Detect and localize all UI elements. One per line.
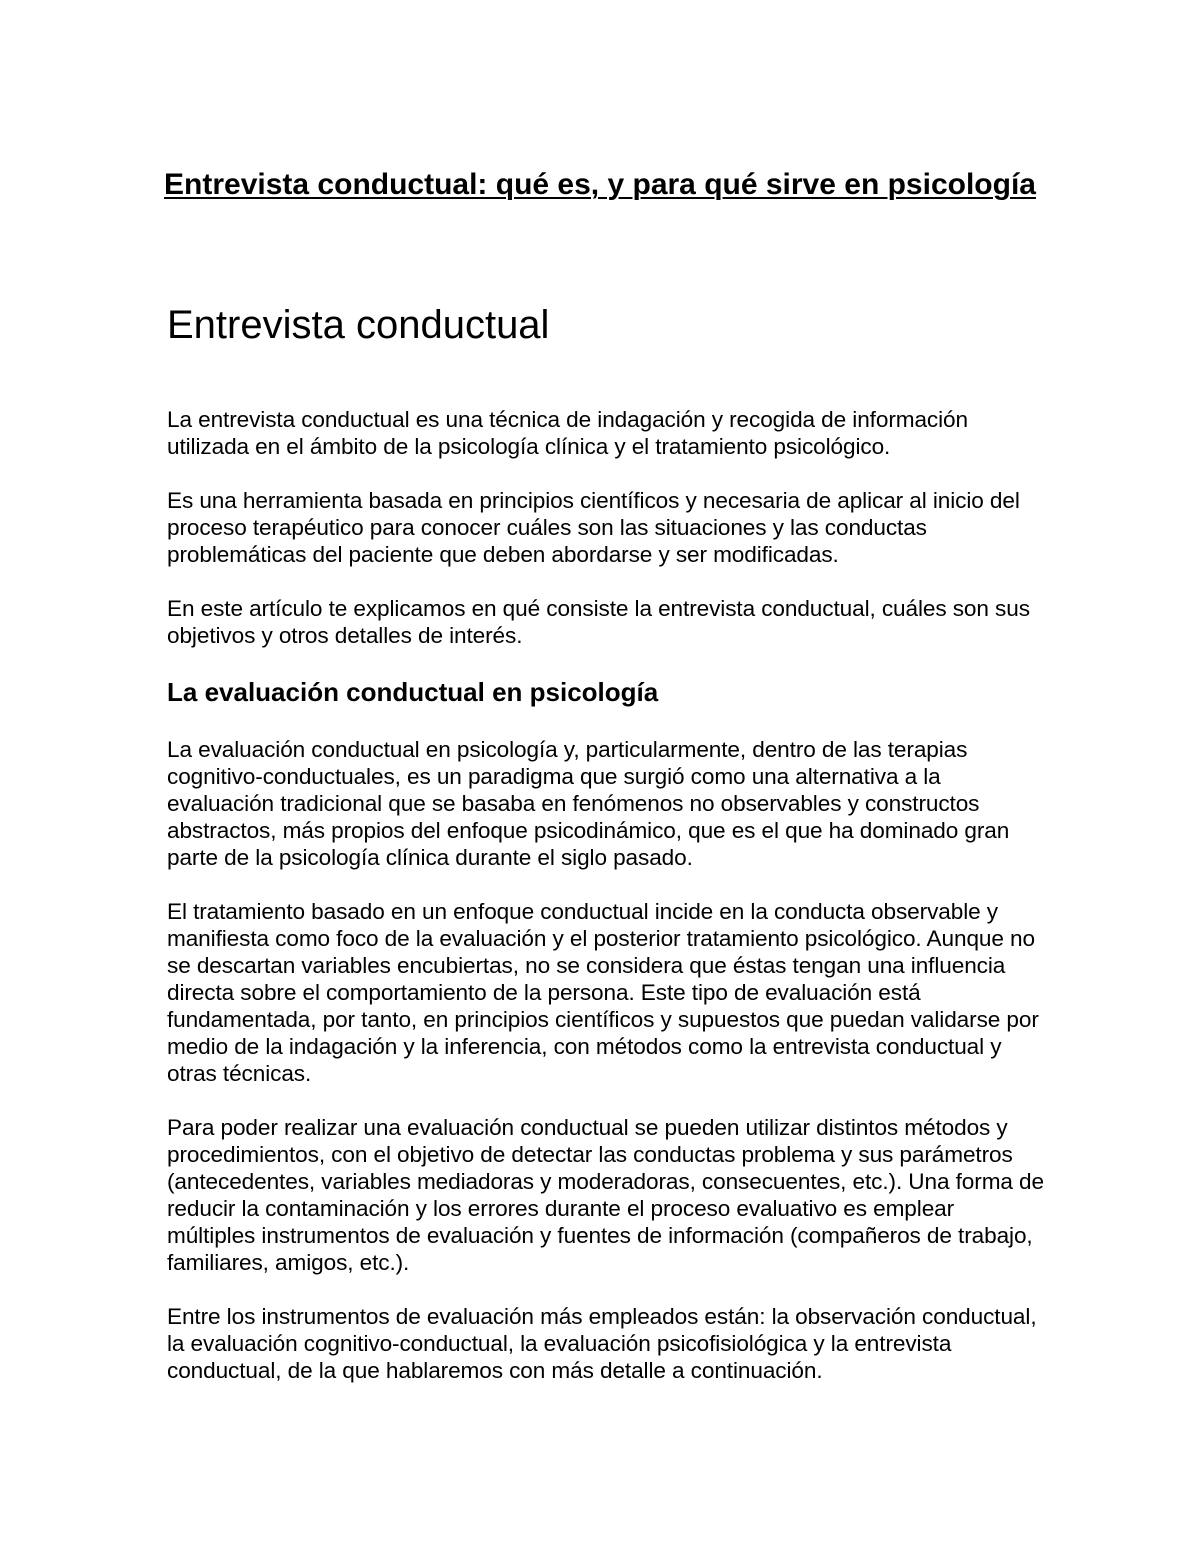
paragraph-intro-tool: Es una herramienta basada en principios científicos y necesaria de aplicar al inicio del proceso terapéutico para conocer cuáles son las situaciones y las conductas problemáticas del paciente que deben abordarse y ser modificadas. [167, 488, 1020, 567]
spacer [167, 350, 1047, 406]
spacer [167, 460, 1047, 487]
spacer [167, 708, 1047, 736]
spacer [167, 568, 1047, 595]
paragraph-metodos-evaluacion: Para poder realizar una evaluación conductual se pueden utilizar distintos métodos y procedimientos, con el objetivo de detectar las conductas problema y sus parámetros (antecedentes, variables mediadoras y moderadoras, consecuentes, etc.). Una forma de reducir la contaminación y los errores durante el proceso evaluativo es emplear múltiples instrumentos de evaluación y fuentes de información (compañeros de trabajo, familiares, amigos, etc.). [167, 1115, 1044, 1275]
paragraph-intro-definition: La entrevista conductual es una técnica de indagación y recogida de información utilizada en el ámbito de la psicología clínica y el tratamiento psicológico. [167, 407, 968, 459]
paragraph-evaluacion-paradigma: La evaluación conductual en psicología y, particularmente, dentro de las terapias cognitivo-conductuales, es un paradigma que surgió como una alternativa a la evaluación tradicional que se basaba en fenómenos no observables y constructos abstractos, más propios del enfoque psicodinámico, que es el que ha dominado gran parte de la psicología clínica durante el siglo pasado. [167, 737, 1010, 870]
spacer [167, 871, 1047, 898]
spacer [167, 1276, 1047, 1303]
spacer [167, 1087, 1047, 1114]
paragraph-tratamiento-conductual: El tratamiento basado en un enfoque conductual incide en la conducta observable y manifiesta como foco de la evaluación y el posterior tratamiento psicológico. Aunque no se descartan variables encubiertas, no se considera que éstas tengan una influencia directa sobre el comportamiento de la persona. Este tipo de evaluación está fundamentada, por tanto, en principios científicos y supuestos que puedan validarse por medio de la indagación y la inferencia, con métodos como la entrevista conductual y otras técnicas. [167, 899, 1039, 1086]
paragraph-intro-article: En este artículo te explicamos en qué consiste la entrevista conductual, cuáles son sus objetivos y otros detalles de interés. [167, 596, 1030, 648]
section-heading-entrevista-conductual: Entrevista conductual [167, 303, 550, 347]
paragraph-instrumentos: Entre los instrumentos de evaluación más empleados están: la observación conductual, la evaluación cognitivo-conductual, la evaluación psicofisiológica y la entrevista conductual, de la que hablaremos con más detalle a continuación. [167, 1304, 1037, 1383]
spacer [167, 649, 1047, 676]
section-heading-evaluacion-conductual: La evaluación conductual en psicología [167, 677, 659, 707]
document-body [167, 300, 1047, 1384]
document-title: Entrevista conductual: qué es, y para qué sirve en psicología [164, 168, 1036, 201]
